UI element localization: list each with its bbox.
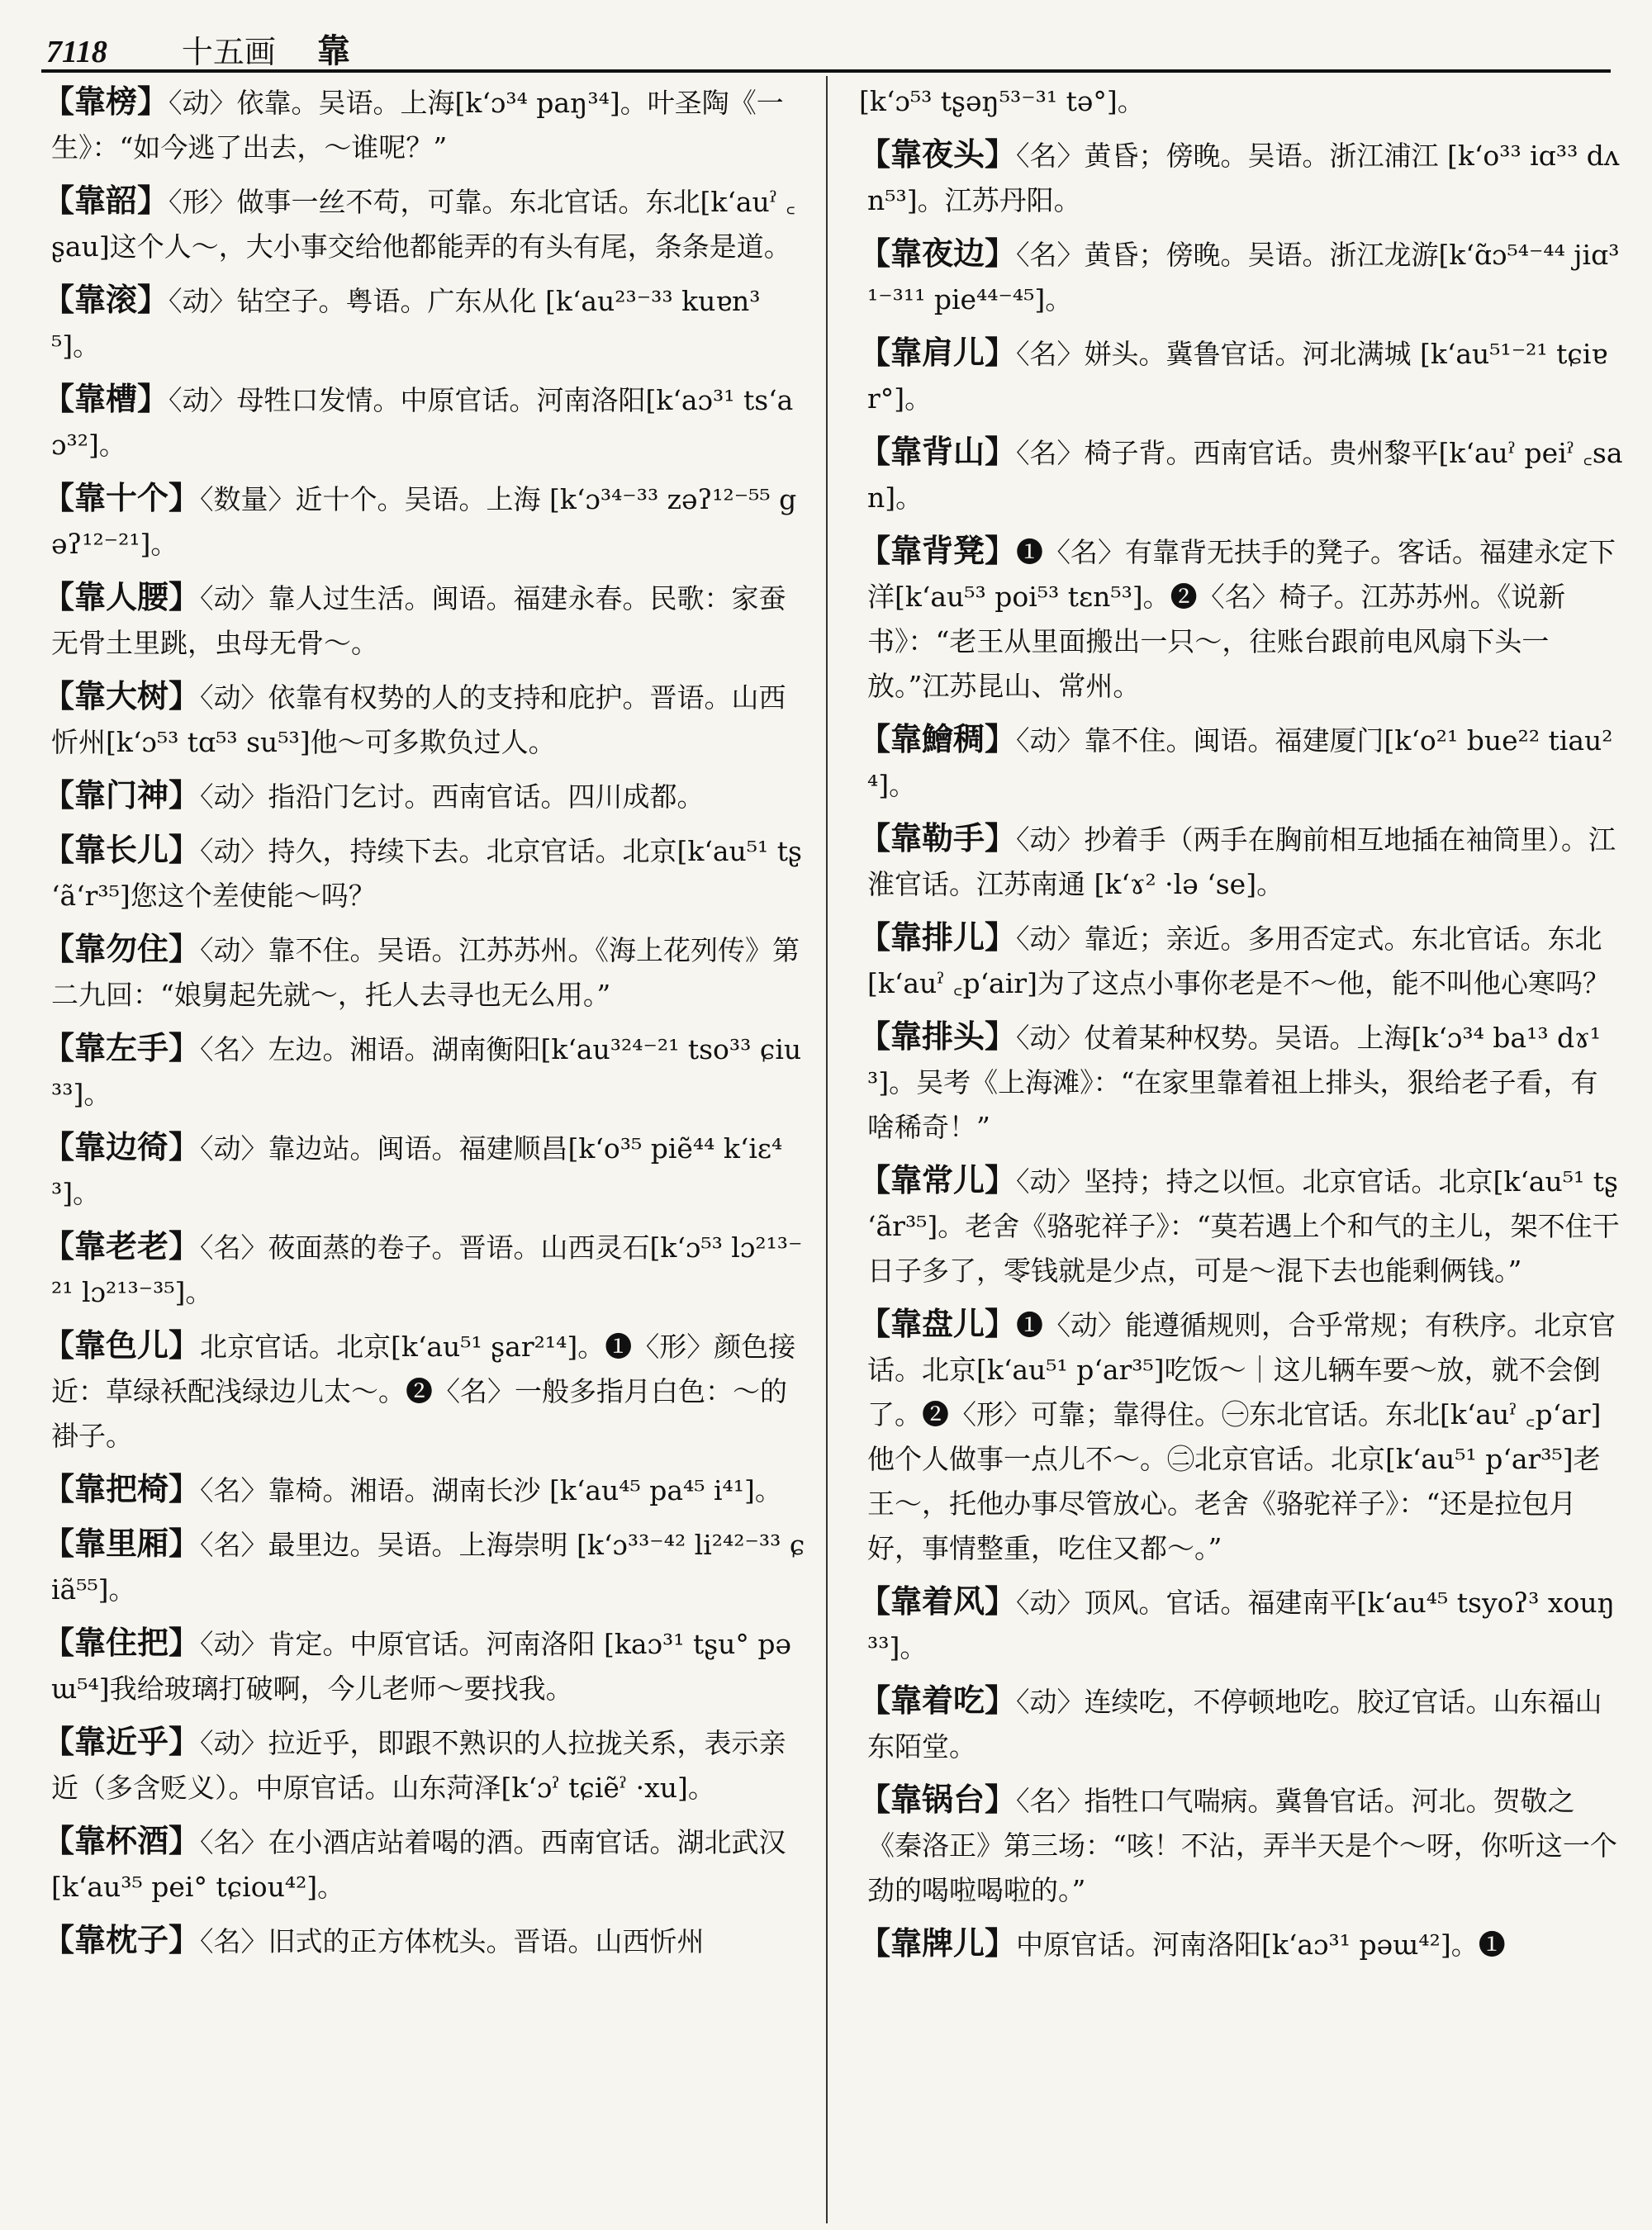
entry-definition: 〈名〉最里边。吴语。上海崇明 [kʻɔ³³⁻⁴² li²⁴²⁻³³ ɕiã⁵⁵]。: [51, 1529, 805, 1606]
entry-definition: 〈数量〉近十个。吴语。上海 [kʻɔ³⁴⁻³³ zəʔ¹²⁻⁵⁵ gəʔ¹²⁻²¹]。: [51, 483, 797, 560]
dictionary-entry: [859, 1921, 1623, 1967]
entry-headword: 【靠老老】: [43, 1227, 201, 1264]
entry-definition: 〈名〉姘头。冀鲁官话。河北满城 [kʻau⁵¹⁻²¹ tɕiɐr°]。: [867, 338, 1608, 415]
entry-headword: 【靠人腰】: [43, 578, 201, 615]
entry-definition: 〈名〉在小酒店站着喝的酒。西南官话。湖北武汉[kʻau³⁵ pei° tɕiou⁴²]。: [51, 1826, 786, 1903]
entry-definition: 北京官话。北京[kʻau⁵¹ ʂar²¹⁴]。❶〈形〉颜色接近：草绿袄配浅绿边儿太～。❷〈名〉一般多指月白色：～的褂子。: [51, 1331, 796, 1452]
page-number: 7118: [46, 35, 107, 69]
entry-headword: 【靠大树】: [43, 677, 201, 714]
entry-definition: 〈动〉坚持；持之以恒。北京官话。北京[kʻau⁵¹ tʂʻãr³⁵]。老舍《骆驼祥子》：“莫若遇上个和气的主儿，架不住干日子多了，零钱就是少点，可是～混下去也能剩俩钱。”: [867, 1165, 1620, 1287]
stroke-count: 十五画: [181, 34, 276, 70]
dictionary-entry: [43, 1819, 807, 1910]
entry-headword: 【靠背凳】: [859, 532, 1017, 569]
dictionary-entry: [859, 1302, 1623, 1571]
entry-headword: 【靠门神】: [43, 776, 201, 814]
dictionary-entry: [43, 377, 807, 467]
entry-definition: 〈动〉连续吃，不停顿地吃。胶辽官话。山东福山东陌堂。: [867, 1686, 1602, 1763]
entry-headword: 【靠鱠稠】: [859, 720, 1017, 757]
dictionary-entry: [859, 1678, 1623, 1769]
header-rule: [41, 69, 1611, 73]
entry-definition: 〈动〉靠不住。闽语。福建厦门[kʻo²¹ bue²² tiau²⁴]。: [867, 724, 1613, 801]
entry-headword: 【靠夜边】: [859, 235, 1017, 272]
dictionary-entry: [859, 915, 1623, 1006]
dictionary-entry: [43, 575, 807, 666]
left-column: [43, 79, 807, 1972]
entry-headword: 【靠勒手】: [859, 819, 1017, 856]
entry-definition: 〈动〉钻空子。粤语。广东从化 [kʻau²³⁻³³ kuɐn³⁵]。: [51, 285, 761, 362]
entry-definition: 〈名〉莜面蒸的卷子。晋语。山西灵石[kʻɔ⁵³ lɔ²¹³⁻²¹ lɔ²¹³⁻³⁵]。: [51, 1231, 803, 1308]
column-divider: [826, 76, 828, 2223]
entry-headword: 【靠榜】: [43, 83, 169, 120]
dictionary-entry: [43, 1918, 807, 1964]
entry-headword: 【靠韶】: [43, 182, 169, 219]
dictionary-entry: [43, 1720, 807, 1810]
entry-definition: 〈名〉旧式的正方体枕头。晋语。山西忻州: [200, 1925, 705, 1957]
entry-definition: 〈名〉黄昏；傍晚。吴语。浙江浦江 [kʻo³³ iɑ³³ dʌn⁵³]。江苏丹阳。: [867, 140, 1620, 216]
dictionary-entry: [43, 1620, 807, 1711]
entry-headword: 【靠锅台】: [859, 1781, 1017, 1818]
entry-headword: 【靠长儿】: [43, 831, 201, 868]
entry-headword: 【靠左手】: [43, 1029, 201, 1066]
entry-definition: 〈动〉肯定。中原官话。河南洛阳 [kaɔ³¹ tʂu° pəɯ⁵⁴]我给玻璃打破啊，今儿老师～要找我。: [51, 1628, 792, 1705]
dictionary-entry: [43, 476, 807, 567]
entry-definition: 〈形〉做事一丝不苟，可靠。东北官话。东北[kʻauˀ ꜀ʂau]这个人～，大小事交给他都能弄的有头有尾，条条是道。: [51, 186, 795, 263]
entry-headword: 【靠里厢】: [43, 1525, 201, 1562]
dictionary-entry: [43, 1125, 807, 1216]
entry-definition: ❶〈名〉有靠背无扶手的凳子。客话。福建永定下洋[kʻau⁵³ poi⁵³ tɛn⁵³]。❷〈名〉椅子。江苏苏州。《说新书》：“老王从里面搬出一只～，往账台跟前电风扇下头一放。”江苏昆山、常州。: [867, 536, 1616, 702]
entry-headword: 【靠枕子】: [43, 1921, 201, 1958]
entry-definition: 中原官话。河南洛阳[kʻaɔ³¹ pəɯ⁴²]。❶: [1016, 1929, 1506, 1961]
dictionary-entry: [43, 1467, 807, 1513]
entry-definition: 〈动〉顶风。官话。福建南平[kʻau⁴⁵ tsyoʔ³ xouŋ³³]。: [867, 1587, 1615, 1663]
dictionary-entry: [859, 79, 1623, 124]
entry-definition: 〈动〉靠边站。闽语。福建顺昌[kʻo³⁵ piẽ⁴⁴ kʻiɛ⁴³]。: [51, 1132, 783, 1209]
entry-headword: 【靠色儿】: [43, 1326, 201, 1364]
entry-headword: 【靠盘儿】: [859, 1305, 1017, 1342]
entry-headword: 【靠槽】: [43, 380, 169, 417]
dictionary-entry: [859, 1777, 1623, 1913]
entry-headword: 【靠背山】: [859, 433, 1017, 470]
dictionary-entry: [43, 178, 807, 269]
dictionary-entry: [43, 1323, 807, 1459]
entry-definition: 〈动〉靠人过生活。闽语。福建永春。民歌：家蚕无骨土里跳，虫母无骨～。: [51, 582, 786, 659]
dictionary-entry: [859, 132, 1623, 223]
entry-definition: 〈动〉抄着手（两手在胸前相互地插在袖筒里）。江淮官话。江苏南通 [kʻɤ² ·lə ʻse]。: [867, 823, 1616, 900]
entry-headword: 【靠排头】: [859, 1018, 1017, 1055]
dictionary-entry: [43, 674, 807, 765]
page-header: [46, 18, 1607, 68]
dictionary-entry: [43, 79, 807, 170]
entry-definition: [kʻɔ⁵³ tʂəŋ⁵³⁻³¹ tə°]。: [859, 85, 1145, 117]
entry-headword: 【靠牌儿】: [859, 1924, 1017, 1962]
entry-headword: 【靠着吃】: [859, 1682, 1017, 1719]
header-character: 靠: [316, 31, 350, 70]
entry-headword: 【靠常儿】: [859, 1161, 1017, 1198]
entry-definition: 〈动〉依靠有权势的人的支持和庇护。晋语。山西忻州[kʻɔ⁵³ tɑ⁵³ su⁵³]他～可多欺负过人。: [51, 681, 786, 758]
dictionary-entry: [859, 1579, 1623, 1670]
dictionary-entry: [859, 529, 1623, 709]
entry-definition: 〈动〉依靠。吴语。上海[kʻɔ³⁴ paŋ³⁴]。叶圣陶《一生》：“如今逃了出去，～谁呢？”: [51, 87, 784, 164]
entry-headword: 【靠滚】: [43, 281, 169, 318]
dictionary-entry: [43, 1224, 807, 1315]
dictionary-entry: [43, 278, 807, 368]
entry-definition: 〈动〉靠不住。吴语。江苏苏州。《海上花列传》第二九回：“娘舅起先就～，托人去寻也无么用。”: [51, 934, 800, 1011]
dictionary-entry: [859, 231, 1623, 322]
entry-headword: 【靠近乎】: [43, 1723, 201, 1760]
entry-definition: 〈名〉椅子背。西南官话。贵州黎平[kʻauˀ peiˀ ꜀san]。: [867, 437, 1623, 514]
entry-definition: 〈动〉仗着某种权势。吴语。上海[kʻɔ³⁴ ba¹³ dɤ¹³]。吴考《上海滩》：“在家里靠着祖上排头，狠给老子看，有啥稀奇！”: [867, 1022, 1602, 1143]
dictionary-entry: [859, 1014, 1623, 1150]
dictionary-entry: [43, 1026, 807, 1117]
dictionary-entry: [859, 1158, 1623, 1293]
entry-headword: 【靠边徛】: [43, 1128, 201, 1165]
entry-definition: 〈动〉靠近；亲近。多用否定式。东北官话。东北[kʻauˀ ꜀pʻair]为了这点小事你老是不～他，能不叫他心寒吗？: [867, 923, 1610, 999]
entry-headword: 【靠着风】: [859, 1582, 1017, 1620]
dictionary-entry: [43, 828, 807, 918]
entry-definition: 〈动〉指沿门乞讨。西南官话。四川成都。: [200, 780, 705, 813]
entry-headword: 【靠勿住】: [43, 930, 201, 967]
entry-definition: 〈动〉拉近乎，即跟不熟识的人拉拢关系，表示亲近（多含贬义）。中原官话。山东菏泽[kʻɔˀ tɕiẽˀ ·xu]。: [51, 1727, 786, 1804]
right-column: [859, 79, 1623, 1976]
entry-headword: 【靠把椅】: [43, 1470, 201, 1507]
entry-headword: 【靠肩儿】: [859, 334, 1017, 371]
entry-headword: 【靠夜头】: [859, 135, 1017, 173]
dictionary-entry: [43, 773, 807, 819]
dictionary-entry: [859, 717, 1623, 808]
entry-definition: ❶〈动〉能遵循规则，合乎常规；有秩序。北京官话。北京[kʻau⁵¹ pʻar³⁵]吃饭～｜这儿辆车要～放，就不会倒了。❷〈形〉可靠；靠得住。㊀东北官话。东北[kʻauˀ ꜀pʻar]他个人做事一点儿不～。㊁北京官话。北京[kʻau⁵¹ pʻar³⁵]老王～，托他办事尽管放心。老舍《骆驼祥子》：“还是拉包月好，事情整重，吃住又都～。”: [867, 1309, 1616, 1564]
dictionary-entry: [859, 330, 1623, 421]
dictionary-entry: [859, 429, 1623, 520]
dictionary-entry: [43, 927, 807, 1018]
dictionary-entry: [43, 1521, 807, 1612]
entry-headword: 【靠杯酒】: [43, 1822, 201, 1859]
entry-headword: 【靠排儿】: [859, 918, 1017, 956]
entry-definition: 〈名〉黄昏；傍晚。吴语。浙江龙游[kʻɑ̃ɔ⁵⁴⁻⁴⁴ jiɑ³¹⁻³¹¹ pie⁴⁴⁻⁴⁵]。: [867, 239, 1620, 316]
entry-definition: 〈动〉持久，持续下去。北京官话。北京[kʻau⁵¹ tʂʻãʻr³⁵]您这个差使能～吗？: [51, 835, 802, 912]
dictionary-entry: [859, 816, 1623, 907]
entry-definition: 〈名〉指牲口气喘病。冀鲁官话。河北。贺敬之《秦洛正》第三场：“咳！不沾，弄半天是个～呀，你听这一个劲的喝啦喝啦的。”: [867, 1785, 1617, 1906]
entry-definition: 〈动〉母牲口发情。中原官话。河南洛阳[kʻaɔ³¹ tsʻaɔ³²]。: [51, 384, 794, 461]
entry-definition: 〈名〉左边。湘语。湖南衡阳[kʻau³²⁴⁻²¹ tso³³ ɕiu³³]。: [51, 1033, 802, 1110]
entry-definition: 〈名〉靠椅。湘语。湖南长沙 [kʻau⁴⁵ pa⁴⁵ i⁴¹]。: [200, 1474, 782, 1506]
entry-headword: 【靠十个】: [43, 479, 201, 516]
entry-headword: 【靠住把】: [43, 1624, 201, 1661]
